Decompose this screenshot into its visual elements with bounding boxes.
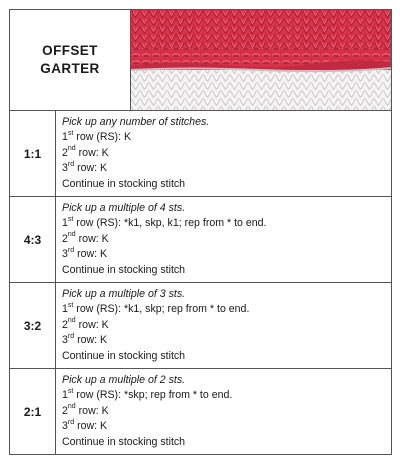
continue-instruction: Continue in stocking stitch	[62, 263, 186, 276]
ratio-label: 4:3	[10, 197, 56, 283]
instruction-row	[10, 283, 392, 369]
row-2-instruction: 2nd row: K	[62, 231, 109, 245]
knit-swatch-image	[131, 10, 392, 110]
continue-instruction: Continue in stocking stitch	[62, 435, 186, 448]
knit-swatch-photo	[131, 10, 392, 111]
row-2-instruction: 2nd row: K	[62, 145, 109, 159]
header-row	[10, 10, 392, 111]
instruction-row	[10, 369, 392, 455]
instructions	[56, 283, 392, 369]
row-3-instruction: 3rd row: K	[62, 160, 108, 175]
ratio-label: 2:1	[10, 369, 56, 455]
row-3-instruction: 3rd row: K	[62, 246, 108, 261]
row-1-instruction: 1st row (RS): *skp; rep from * to end.	[62, 387, 233, 402]
title-line-1: OFFSET	[42, 43, 98, 58]
row-2-instruction: 2nd row: K	[62, 403, 109, 417]
continue-instruction: Continue in stocking stitch	[62, 177, 186, 190]
row-1-instruction: 1st row (RS): K	[62, 129, 132, 144]
instructions	[56, 369, 392, 455]
row-1-instruction: 1st row (RS): *k1, skp; rep from * to end.	[62, 301, 250, 316]
pickup-instruction: Pick up any number of stitches.	[62, 115, 210, 128]
table-title	[10, 10, 131, 111]
continue-instruction: Continue in stocking stitch	[62, 349, 186, 362]
pickup-instruction: Pick up a multiple of 3 sts.	[62, 287, 186, 300]
instructions	[56, 197, 392, 283]
ratio-label: 1:1	[10, 111, 56, 197]
row-1-instruction: 1st row (RS): *k1, skp, k1; rep from * to end.	[62, 215, 267, 230]
instructions	[56, 111, 392, 197]
instruction-row	[10, 111, 392, 197]
offset-garter-table	[9, 9, 392, 455]
row-3-instruction: 3rd row: K	[62, 418, 108, 433]
pickup-instruction: Pick up a multiple of 2 sts.	[62, 373, 186, 386]
instruction-row	[10, 197, 392, 283]
pickup-instruction: Pick up a multiple of 4 sts.	[62, 201, 186, 214]
row-3-instruction: 3rd row: K	[62, 332, 108, 347]
row-2-instruction: 2nd row: K	[62, 317, 109, 331]
ratio-label: 3:2	[10, 283, 56, 369]
title-line-2: GARTER	[40, 61, 100, 76]
